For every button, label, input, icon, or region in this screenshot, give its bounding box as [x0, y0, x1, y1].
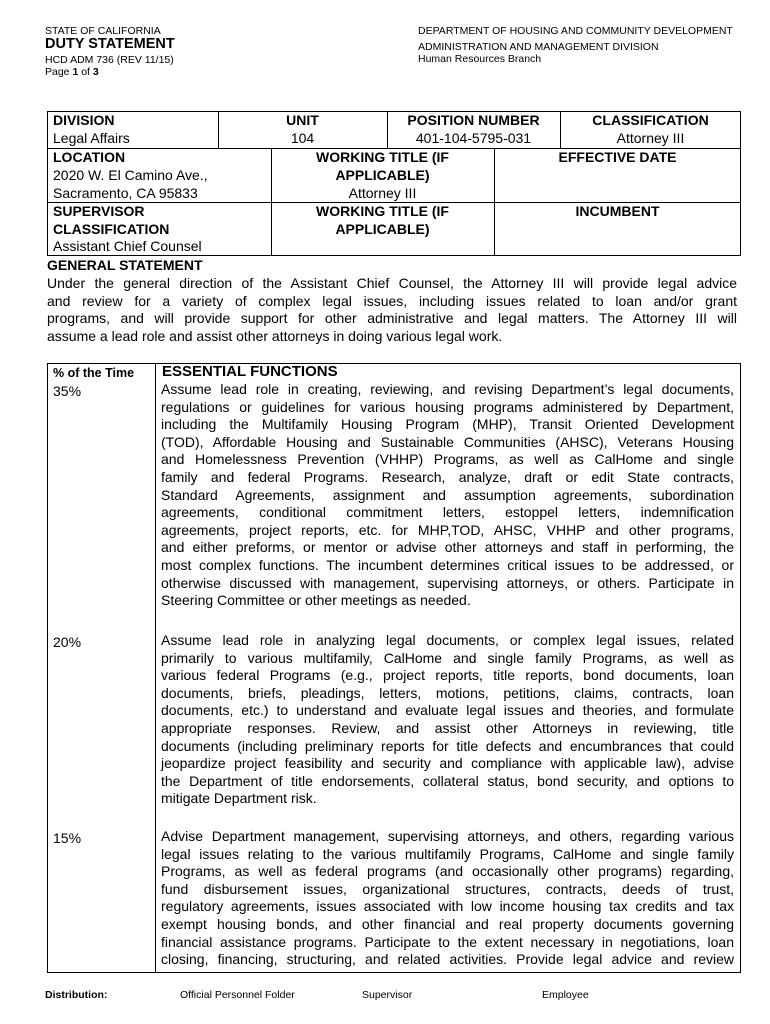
general-statement-line: assume a lead role and assist other attorneys in doing various legal work. — [47, 327, 503, 344]
division-value: Legal Affairs — [53, 130, 130, 146]
function-line: Assume lead role in creating, reviewing, and revising Department’s legal documents, — [161, 381, 734, 397]
effective-date-label: EFFECTIVE DATE — [558, 149, 677, 165]
department-name: DEPARTMENT OF HOUSING AND COMMUNITY DEVELOPMENT — [418, 25, 733, 37]
general-statement-line: programs, and will provide support for other administrative and legal matters. The Attorney III will — [47, 310, 737, 327]
classification-label: CLASSIFICATION — [592, 112, 709, 128]
function-description — [161, 632, 734, 808]
function-line: agreements, project reports, etc. for MHP,TOD, AHSC, VHHP and other programs, — [161, 521, 734, 538]
page-total: 3 — [92, 66, 99, 78]
function-line: exempt housing bonds, and other financial and real property documents governing — [161, 915, 734, 932]
function-line: and either preforms, or mentor or advise other attorneys and staff in performing, the — [161, 539, 734, 556]
function-line: documents, etc.) to understand and evaluate legal issues and theories, and formulate — [161, 702, 734, 719]
working-title2-label-2: APPLICABLE) — [335, 221, 430, 237]
page-label: Page — [45, 66, 73, 78]
function-line: otherwise discussed with management, supervising attorneys, or others. Participate in — [161, 574, 734, 591]
function-line: agreements, conditional commitment letters, estoppel letters, indemnification — [161, 504, 734, 521]
function-percent: 35% — [53, 383, 82, 399]
division-name: ADMINISTRATION AND MANAGEMENT DIVISION — [418, 41, 659, 53]
function-description — [161, 828, 734, 969]
supervisor-value: Assistant Chief Counsel — [53, 238, 202, 254]
branch-name: Human Resources Branch — [418, 53, 542, 65]
working-title-label-2: APPLICABLE) — [335, 167, 430, 183]
distribution-official-personnel-folder: Official Personnel Folder — [180, 989, 295, 1001]
general-statement-heading: GENERAL STATEMENT — [47, 257, 203, 273]
working-title-value: Attorney III — [348, 185, 417, 201]
classification-value: Attorney III — [616, 130, 685, 146]
function-line: closing, financing, structuring, and related activities. Provide legal advice and review — [161, 951, 734, 968]
function-line: Programs, as well as federal programs (and occasionally other programs) regarding, — [161, 863, 734, 880]
incumbent-label: INCUMBENT — [575, 203, 660, 219]
location-label: LOCATION — [53, 149, 126, 165]
general-statement-line: Under the general direction of the Assistant Chief Counsel, the Attorney III will provide legal advice — [47, 275, 737, 291]
function-line: legal issues relating to the various multifamily Programs, CalHome and single family — [161, 845, 734, 862]
position-number-value: 401-104-5795-031 — [415, 130, 532, 146]
function-line: primarily to various multifamily, CalHome and single family Programs, as well as — [161, 649, 734, 666]
position-number-label: POSITION NUMBER — [407, 112, 540, 128]
functions-col-divider — [155, 363, 156, 973]
working-title-label-1: WORKING TITLE (IF — [316, 149, 449, 165]
function-line: Assume lead role in analyzing legal documents, or complex legal issues, related — [161, 632, 734, 648]
function-line: mitigate Department risk. — [161, 790, 317, 807]
function-line: and Homelessness Prevention (VHHP) Programs, as well as CalHome and single — [161, 451, 734, 468]
page-of: of — [78, 66, 93, 78]
function-line: Advise Department management, supervising attorneys, and others, regarding various — [161, 828, 734, 844]
function-description — [161, 381, 734, 610]
supervisor-label-1: SUPERVISOR — [53, 203, 145, 219]
supervisor-label-2: CLASSIFICATION — [53, 221, 170, 237]
function-line: jeopardize project feasibility and security and compliance with applicable law), advise — [161, 755, 734, 772]
function-line: regulations or guidelines for various housing programs administered by Department, — [161, 398, 734, 415]
function-line: various federal Programs (e.g., project reports, title reports, bond documents, loan — [161, 667, 734, 684]
function-line: Standard Agreements, assignment and assumption agreements, subordination — [161, 486, 734, 503]
function-line: regulatory agreements, issues associated with low income housing tax credits and tax — [161, 898, 734, 915]
unit-value: 104 — [290, 130, 315, 146]
function-line: family and federal Programs. Research, analyze, draft or edit State contracts, — [161, 468, 734, 485]
function-percent: 20% — [53, 634, 82, 650]
general-statement-body — [47, 275, 737, 345]
function-line: appropriate responses. Review, and assist other Attorneys in reviewing, title — [161, 719, 734, 736]
page-indicator — [45, 66, 99, 78]
division-label: DIVISION — [53, 112, 115, 128]
function-percent: 15% — [53, 830, 82, 846]
function-line: (TOD), Affordable Housing and Sustainable Communities (AHSC), Veterans Housing — [161, 433, 734, 450]
function-line: documents, briefs, pleadings, letters, motions, petitions, claims, contracts, loan — [161, 684, 734, 701]
working-title2-label-1: WORKING TITLE (IF — [316, 203, 449, 219]
distribution-employee: Employee — [542, 989, 589, 1001]
functions-column-header: ESSENTIAL FUNCTIONS — [162, 363, 338, 380]
distribution-label: Distribution: — [45, 989, 108, 1001]
distribution-supervisor: Supervisor — [362, 989, 413, 1001]
unit-label: UNIT — [286, 112, 319, 128]
function-line: including the Multifamily Housing Program (MHP), Transit Oriented Development — [161, 416, 734, 433]
location-line-1: 2020 W. El Camino Ave., — [53, 167, 208, 183]
document-title: DUTY STATEMENT — [45, 36, 175, 52]
function-line: most complex functions. The incumbent determines critical issues to be addressed, or — [161, 556, 734, 573]
function-line: Steering Committee or other meetings as needed. — [161, 592, 471, 609]
function-line: documents (including preliminary reports for title defects and encumbrances that could — [161, 737, 734, 754]
page-current: 1 — [72, 66, 79, 78]
form-id: HCD ADM 736 (REV 11/15) — [45, 54, 174, 66]
general-statement-line: and review for a variety of complex legal issues, including issues related to loan and/or grant — [47, 292, 737, 309]
state-label: STATE OF CALIFORNIA — [45, 25, 161, 37]
function-line: the Department of title endorsements, collateral status, bond security, and options to — [161, 772, 734, 789]
function-line: fund disbursement issues, organizational structures, contracts, deeds of trust, — [161, 880, 734, 897]
function-line: financial assistance programs. Participate to the extent necessary in negotiations, loan — [161, 933, 734, 950]
time-column-header: % of the Time — [53, 366, 135, 380]
location-line-2: Sacramento, CA 95833 — [53, 185, 198, 201]
